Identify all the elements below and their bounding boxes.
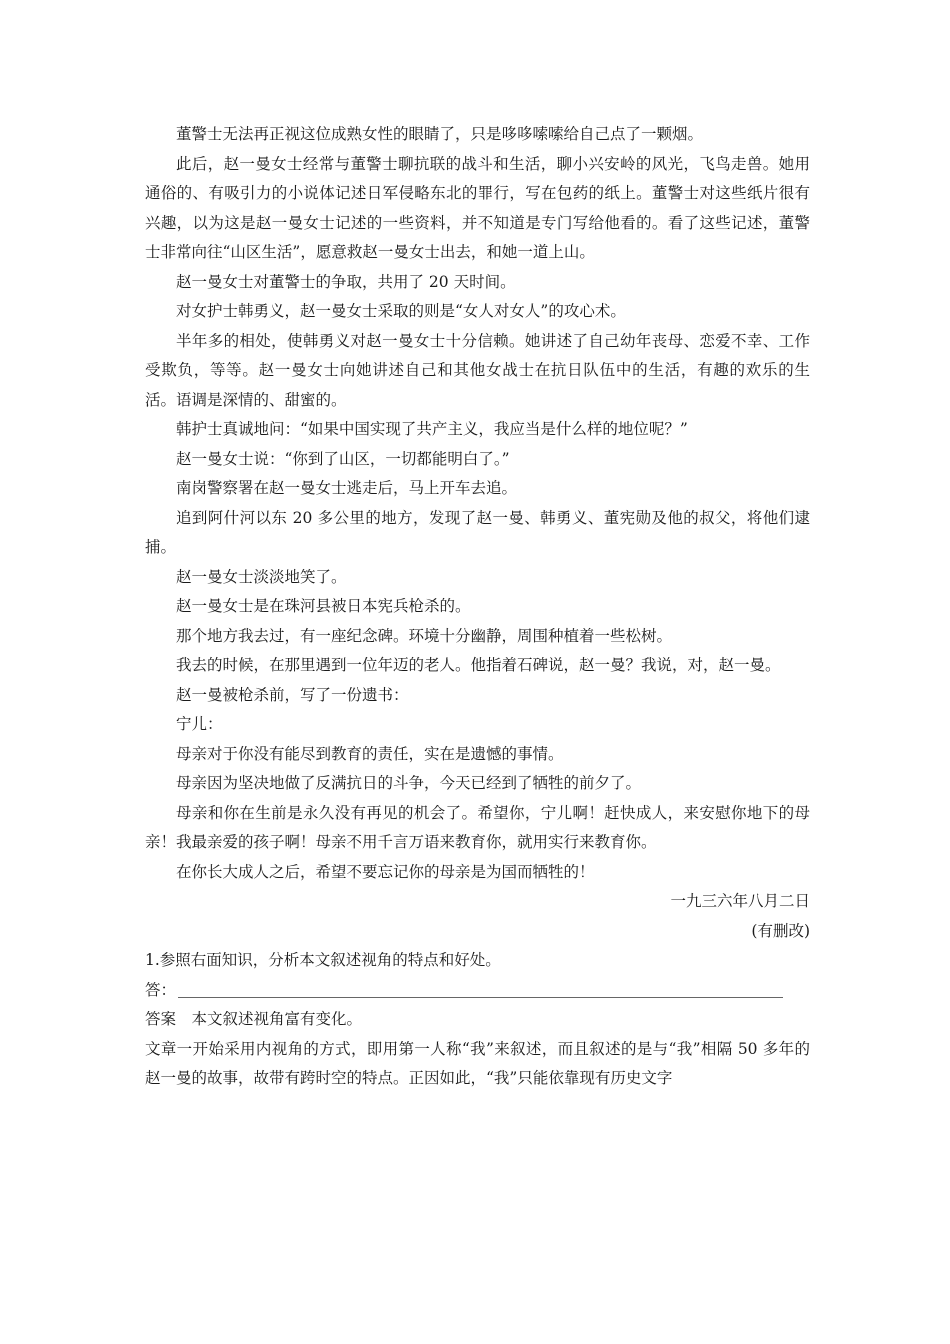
answer-label: 答： bbox=[145, 980, 177, 999]
letter-paragraph: 在你长大成人之后，希望不要忘记你的母亲是为国而牺牲的！ bbox=[176, 862, 595, 881]
paragraph: 韩护士真诚地问：“如果中国实现了共产主义，我应当是什么样的地位呢？” bbox=[176, 420, 688, 438]
answer-underline[interactable] bbox=[178, 979, 783, 998]
paragraph: 赵一曼被枪杀前，写了一份遗书： bbox=[176, 685, 409, 704]
answer-blank bbox=[145, 976, 810, 1006]
paragraph: 赵一曼女士对董警士的争取，共用了 20 天时间。 bbox=[176, 272, 516, 291]
letter-date: 一九三六年八月二日 bbox=[670, 892, 810, 910]
paragraph: 对女护士韩勇义，赵一曼女士采取的则是“女人对女人”的攻心术。 bbox=[176, 302, 626, 320]
story-body bbox=[145, 120, 810, 887]
paragraph: 此后，赵一曼女士经常与董警士聊抗联的战斗和生活，聊小兴安岭的风光，飞鸟走兽。她用通俗的、有吸引力的小说体记述日军侵略东北的罪行，写在包药的纸上。董警士对这些纸片很有兴趣，以为这是赵一曼女士记述的一些资料，并不知道是专门写给他看的。看了这些记述，董警士非常向往“山区生活”，愿意救赵一曼女士出去，和她一道上山。 bbox=[145, 154, 810, 261]
letter-paragraph: 母亲和你在生前是永久没有再见的机会了。希望你，宁儿啊！赶快成人，来安慰你地下的母亲！我最亲爱的孩子啊！母亲不用千言万语来教育你，就用实行来教育你。 bbox=[145, 803, 810, 851]
paragraph: 追到阿什河以东 20 多公里的地方，发现了赵一曼、韩勇义、董宪勋及他的叔父，将他们逮捕。 bbox=[145, 508, 810, 556]
answer-heading: 答案 本文叙述视角富有变化。 bbox=[145, 1010, 363, 1028]
paragraph: 赵一曼女士淡淡地笑了。 bbox=[176, 567, 347, 586]
document-page bbox=[145, 120, 810, 1094]
letter-paragraph: 母亲因为坚决地做了反满抗日的斗争，今天已经到了牺牲的前夕了。 bbox=[176, 774, 642, 792]
edit-note: (有删改) bbox=[751, 921, 810, 940]
paragraph: 我去的时候，在那里遇到一位年迈的老人。他指着石碑说，赵一曼？我说，对，赵一曼。 bbox=[176, 656, 781, 674]
letter-salutation: 宁儿： bbox=[176, 715, 223, 733]
paragraph: 南岗警察署在赵一曼女士逃走后，马上开车去追。 bbox=[176, 479, 518, 497]
paragraph: 董警士无法再正视这位成熟女性的眼睛了，只是哆哆嗦嗦给自己点了一颗烟。 bbox=[176, 125, 704, 143]
question-text: 1.参照右面知识，分析本文叙述视角的特点和好处。 bbox=[145, 951, 501, 969]
answer-body: 文章一开始采用内视角的方式，即用第一人称“我”来叙述，而且叙述的是与“我”相隔 50 多年的赵一曼的故事，故带有跨时空的特点。正因如此，“我”只能依靠现有历史文字 bbox=[145, 1039, 810, 1087]
paragraph: 半年多的相处，使韩勇义对赵一曼女士十分信赖。她讲述了自己幼年丧母、恋爱不幸、工作受欺负，等等。赵一曼女士向她讲述自己和其他女战士在抗日队伍中的生活，有趣的欢乐的生活。语调是深情的、甜蜜的。 bbox=[145, 331, 810, 409]
paragraph: 赵一曼女士说：“你到了山区，一切都能明白了。” bbox=[176, 449, 510, 468]
letter-paragraph: 母亲对于你没有能尽到教育的责任，实在是遗憾的事情。 bbox=[176, 744, 564, 763]
paragraph: 那个地方我去过，有一座纪念碑。环境十分幽静，周围种植着一些松树。 bbox=[176, 626, 673, 645]
paragraph: 赵一曼女士是在珠河县被日本宪兵枪杀的。 bbox=[176, 597, 471, 615]
